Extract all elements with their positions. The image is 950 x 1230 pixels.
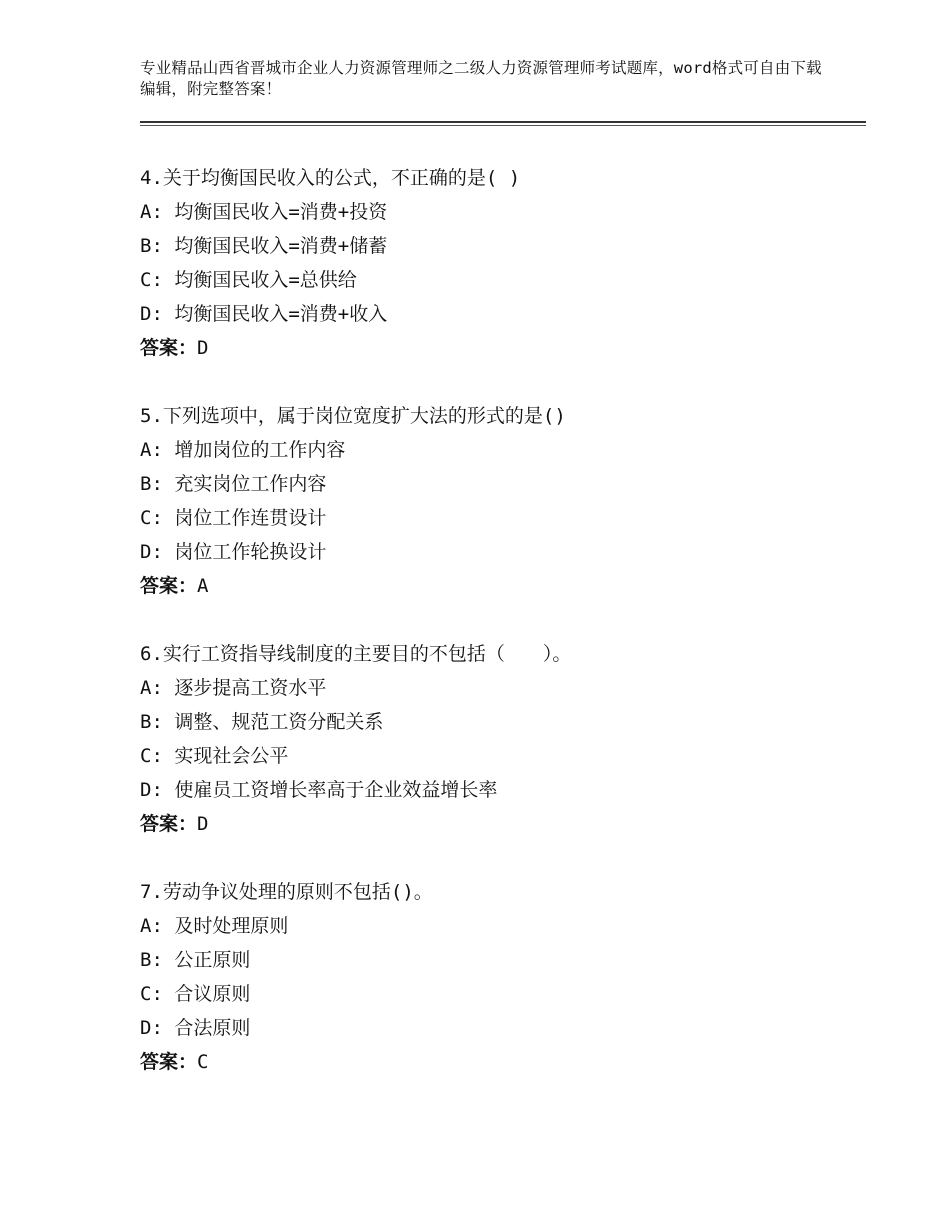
answer-value: C (197, 1051, 209, 1073)
answer-line (140, 331, 860, 365)
question-block (140, 399, 860, 603)
answer-line (140, 1045, 860, 1079)
option-a: A: 均衡国民收入=消费+投资 (140, 201, 388, 223)
option-c: C: 岗位工作连贯设计 (140, 507, 327, 529)
option-c: C: 实现社会公平 (140, 745, 289, 767)
option-c: C: 均衡国民收入=总供给 (140, 269, 357, 291)
question-stem: 7.劳动争议处理的原则不包括()。 (140, 881, 433, 903)
header-divider (140, 121, 866, 123)
answer-value: D (197, 813, 209, 835)
question-stem: 5.下列选项中，属于岗位宽度扩大法的形式的是() (140, 405, 566, 427)
answer-value: A (197, 575, 209, 597)
question-block (140, 637, 860, 841)
option-a: A: 逐步提高工资水平 (140, 677, 327, 699)
option-c: C: 合议原则 (140, 983, 251, 1005)
answer-label: 答案： (140, 575, 198, 597)
question-block (140, 161, 860, 365)
question-stem: 4.关于均衡国民收入的公式，不正确的是( ) (140, 167, 521, 189)
header-divider-thin (140, 125, 866, 126)
option-d: D: 使雇员工资增长率高于企业效益增长率 (140, 779, 498, 801)
answer-label: 答案： (140, 813, 198, 835)
answer-label: 答案： (140, 337, 198, 359)
answer-label: 答案： (140, 1051, 198, 1073)
option-a: A: 及时处理原则 (140, 915, 289, 937)
option-d: D: 岗位工作轮换设计 (140, 541, 327, 563)
answer-value: D (197, 337, 209, 359)
answer-line (140, 569, 860, 603)
option-a: A: 增加岗位的工作内容 (140, 439, 346, 461)
option-b: B: 均衡国民收入=消费+储蓄 (140, 235, 388, 257)
option-b: B: 充实岗位工作内容 (140, 473, 327, 495)
answer-line (140, 807, 860, 841)
option-d: D: 均衡国民收入=消费+收入 (140, 303, 388, 325)
option-b: B: 公正原则 (140, 949, 251, 971)
question-stem: 6.实行工资指导线制度的主要目的不包括（ ）。 (140, 643, 572, 665)
document-header: 专业精品山西省晋城市企业人力资源管理师之二级人力资源管理师考试题库，word格式可自由下载编辑，附完整答案！ (140, 59, 822, 98)
question-block (140, 875, 860, 1079)
option-d: D: 合法原则 (140, 1017, 251, 1039)
question-list (140, 161, 860, 1113)
option-b: B: 调整、规范工资分配关系 (140, 711, 384, 733)
